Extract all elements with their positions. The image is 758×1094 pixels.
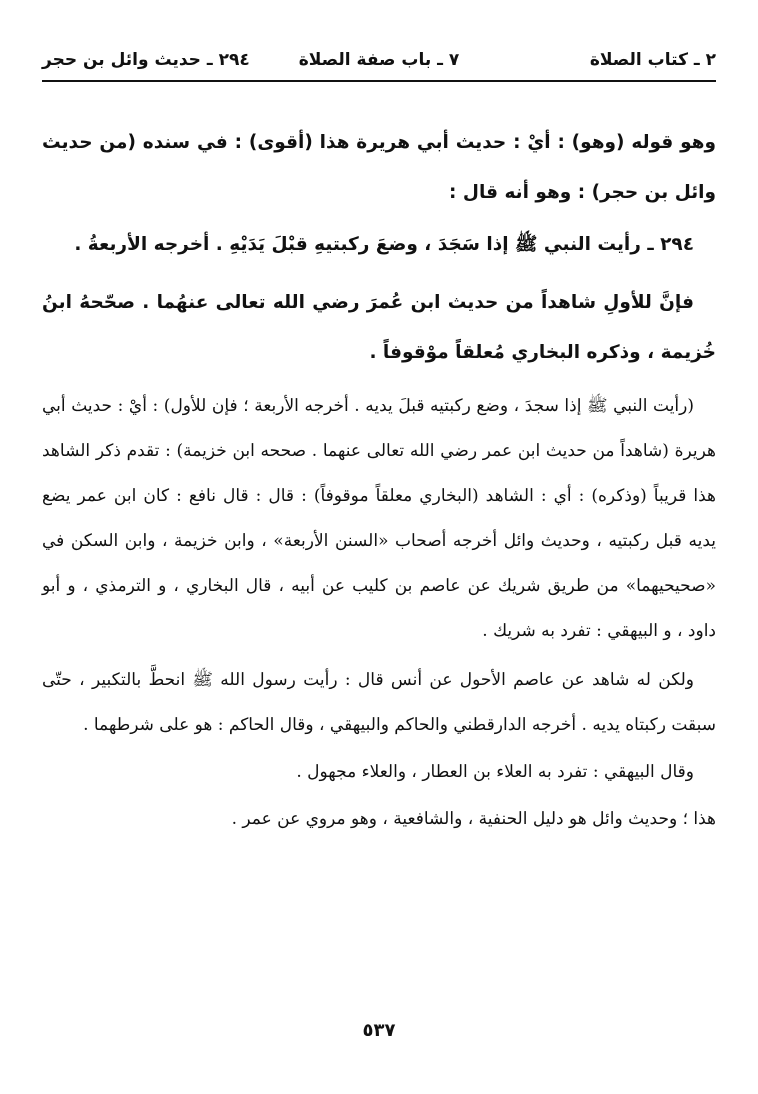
commentary-intro: وهو قوله (وهو) : أيْ : حديث أبي هريرة هذا (أقوى) : في سنده (من حديث وائل بن حجر) : وهو أنه قال :: [42, 132, 716, 203]
page-number: ٥٣٧: [362, 1020, 396, 1041]
commentary-paragraph: وقال البيهقي : تفرد به العلاء بن العطار ، والعلاء مجهول .: [296, 762, 694, 782]
hadith-continuation: فإنَّ للأولِ شاهداً من حديث ابن عُمرَ رضي الله تعالى عنهُما . صحّحهُ ابنُ خُزيمة ، وذكره البخاري مُعلقاً موْقوفاً .: [42, 292, 716, 363]
header-book-title: ٢ ـ كتاب الصلاة: [589, 50, 716, 70]
commentary-paragraph: ولكن له شاهد عن عاصم الأحول عن أنس قال : رأيت رسول الله ﷺ انحطَّ بالتكبير ، حتّى سبقت ركبتاه يديه . أخرجه الدارقطني والحاكم والبيهقي ، وقال الحاكم : هو على شرطهما .: [42, 670, 716, 735]
running-header: [42, 40, 716, 82]
page-body: [42, 118, 716, 842]
commentary-paragraph: هذا ؛ وحديث وائل هو دليل الحنفية ، والشافعية ، وهو مروي عن عمر .: [231, 809, 716, 829]
header-hadith-title: ٢٩٤ ـ حديث وائل بن حجر: [42, 50, 250, 70]
header-chapter-title: ٧ ـ باب صفة الصلاة: [298, 50, 460, 70]
hadith-text: ٢٩٤ ـ رأيت النبي ﷺ إذا سَجَدَ ، وضعَ ركبتيهِ قبْلَ يَدَيْهِ . أخرجه الأربعةُ .: [74, 234, 694, 255]
commentary-paragraph: (رأيت النبي ﷺ إذا سجدَ ، وضع ركبتيه قبلَ يديه . أخرجه الأربعة ؛ فإن للأول) : أيْ : حديث أبي هريرة (شاهداً من حديث ابن عمر رضي الله تعالى عنهما . صححه ابن خزيمة) : تقدم ذكر الشاهد هذا قريباً (وذكره) : أي : الشاهد (البخاري معلقاً موقوفاً) : قال : قال نافع : كان ابن عمر يضع يديه قبل ركبتيه ، وحديث وائل أخرجه أصحاب «السنن الأربعة» ، وابن خزيمة ، وابن السكن في «صحيحيهما» من طريق شريك عن عاصم بن كليب عن أبيه ، قال البخاري ، و الترمذي ، و أبو داود ، و البيهقي : تفرد به شريك .: [42, 396, 716, 641]
